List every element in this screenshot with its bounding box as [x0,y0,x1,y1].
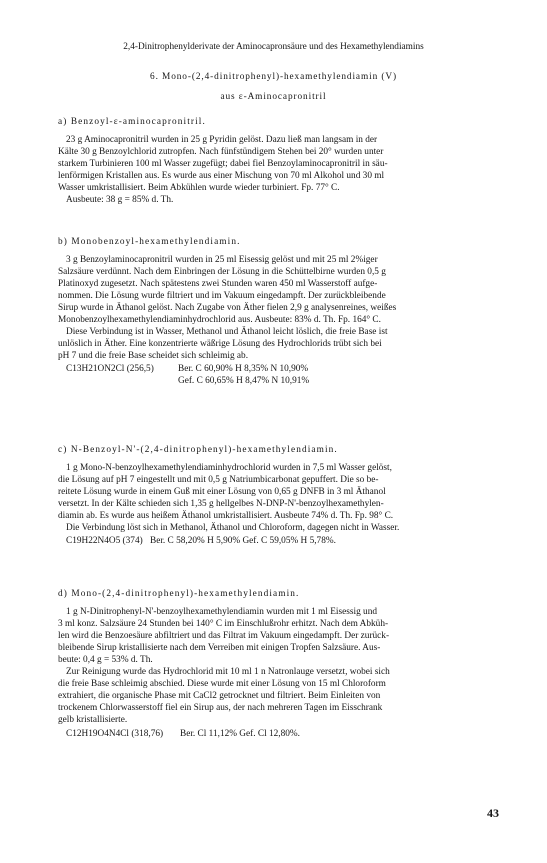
para-b-line: unlöslich in Äther. Eine konzentrierte wäßrige Lösung des Hydrochlorids trübt sich bei [58,339,382,349]
para-c-line: Die Verbindung löst sich in Methanol, Äthanol und Chloroform, dagegen nicht in Wasser. [66,523,400,533]
para-a-line: 23 g Aminocapronitril wurden in 25 g Pyridin gelöst. Dazu ließ man langsam in der [66,135,378,145]
para-d-line: extrahiert, die organische Phase mit CaCl2 getrocknet und filtriert. Beim Einleiten von [58,691,381,701]
para-b-line: Diese Verbindung ist in Wasser, Methanol und Äthanol leicht löslich, die freie Base ist [66,327,388,337]
analysis-b-ber: Ber. C 60,90% H 8,35% N 10,90% [178,364,309,374]
para-b-line: Sirup wurde in Äthanol gelöst. Nach Zugabe von Äther fielen 2,9 g analysenreines, weißes [58,303,397,313]
para-b-line: Platinoxyd zugesetzt. Nach spätestens zwei Stunden waren 450 ml Wasserstoff aufge- [58,279,378,289]
para-c-line: versetzt. In der Kälte schieden sich 1,35 g hellgelbes N-DNP-N'-benzoylhexamethylen- [58,499,384,509]
analysis-d: Ber. Cl 11,12% Gef. Cl 12,80%. [180,729,300,739]
para-b-line: pH 7 und die freie Base scheidet sich schleimig ab. [58,351,249,361]
para-b-line: Monobenzoylhexamethylendiaminhydrochlorid aus. Ausbeute: 83% d. Th. Fp. 164° C. [58,315,381,325]
para-d-line: gelb kristallisierte. [58,715,128,725]
para-a-line: starkem Turbinieren 100 ml Wasser zugefügt; dabei fiel Benzoylaminocapronitril in säu- [58,159,388,169]
para-b-line: Salzsäure verdünnt. Nach dem Einbringen der Lösung in die Schüttelbirne wurden 0,5 g [58,267,386,277]
analysis-b-gef: Gef. C 60,65% H 8,47% N 10,91% [178,376,310,386]
para-a-line: Wasser umkristallisiert. Beim Abkühlen wurde wieder turbiniert. Fp. 77° C. [58,183,340,193]
para-c-line: diamin ab. Es wurde aus heißem Äthanol umkristallisiert. Ausbeute 74% d. Th. Fp. 98° C. [58,511,394,521]
para-d-line: Zur Reinigung wurde das Hydrochlorid mit 10 ml 1 n Natronlauge versetzt, wobei sich [66,667,390,677]
yield-a: Ausbeute: 38 g = 85% d. Th. [66,195,174,205]
para-c-line: die Lösung auf pH 7 eingestellt und mit 0,5 g Natriumbicarbonat gepuffert. Die so be- [58,475,379,485]
para-d-line: trockenem Chlorwasserstoff fiel ein Sirup aus, der nach mehreren Tagen im Eisschrank [58,703,383,713]
para-d-line: 1 g N-Dinitrophenyl-N'-benzoylhexamethylendiamin wurden mit 1 ml Eisessig und [66,607,377,617]
para-d-line: beute: 0,4 g = 53% d. Th. [58,655,153,665]
running-header: 2,4-Dinitrophenylderivate der Aminocapronsäure und des Hexamethylendiamins [123,42,424,52]
para-a-line: lenförmigen Kristallen aus. Es wurde aus einer Mischung von 70 ml Alkohol und 30 ml [58,171,385,181]
formula-b: C13H21ON2Cl (256,5) [66,364,154,374]
heading-a: a) Benzoyl-ε-aminocapronitril. [58,117,206,127]
formula-d: C12H19O4N4Cl (318,76) [66,729,164,739]
section-title: 6. Mono-(2,4-dinitrophenyl)-hexamethylendiamin (V) [150,72,397,82]
section-subtitle: aus ε-Aminocapronitril [220,92,327,102]
para-d-line: 3 ml konz. Salzsäure 24 Stunden bei 140° C im Einschlußrohr erhitzt. Nach dem Abküh- [58,619,389,629]
analysis-c: Ber. C 58,20% H 5,90% Gef. C 59,05% H 5,78%. [150,536,336,546]
heading-b: b) Monobenzoyl-hexamethylendiamin. [58,237,241,247]
heading-c: c) N-Benzoyl-N'-(2,4-dinitrophenyl)-hexamethylendiamin. [58,445,338,455]
page-number: 43 [487,806,499,820]
heading-d: d) Mono-(2,4-dinitrophenyl)-hexamethylendiamin. [58,589,300,599]
para-a-line: Kälte 30 g Benzoylchlorid zutropfen. Nach fünfstündigem Stehen bei 20° wurden unter [58,147,384,157]
para-d-line: die freie Base schleimig abschied. Diese wurde mit einer Lösung von 15 ml Chloroform [58,679,386,689]
para-d-line: len wird die Benzoesäure abfiltriert und das Filtrat im Vakuum eingedampft. Der zurück- [58,631,390,641]
para-d-line: bleibende Sirup kristallisierte nach dem Verreiben mit einigen Tropfen Salzsäure. Aus- [58,643,381,653]
formula-c: C19H22N4O5 (374) [66,536,143,546]
para-c-line: reitete Lösung wurde in einem Guß mit einer Lösung von 0,65 g DNFB in 3 ml Äthanol [58,487,386,497]
para-b-line: nommen. Die Lösung wurde filtriert und im Vakuum eingedampft. Der zurückbleibende [58,291,386,301]
para-b-line: 3 g Benzoylaminocapronitril wurden in 25 ml Eisessig gelöst und mit 25 ml 2%iger [66,255,378,265]
para-c-line: 1 g Mono-N-benzoylhexamethylendiaminhydrochlorid wurden in 7,5 ml Wasser gelöst, [66,463,392,473]
